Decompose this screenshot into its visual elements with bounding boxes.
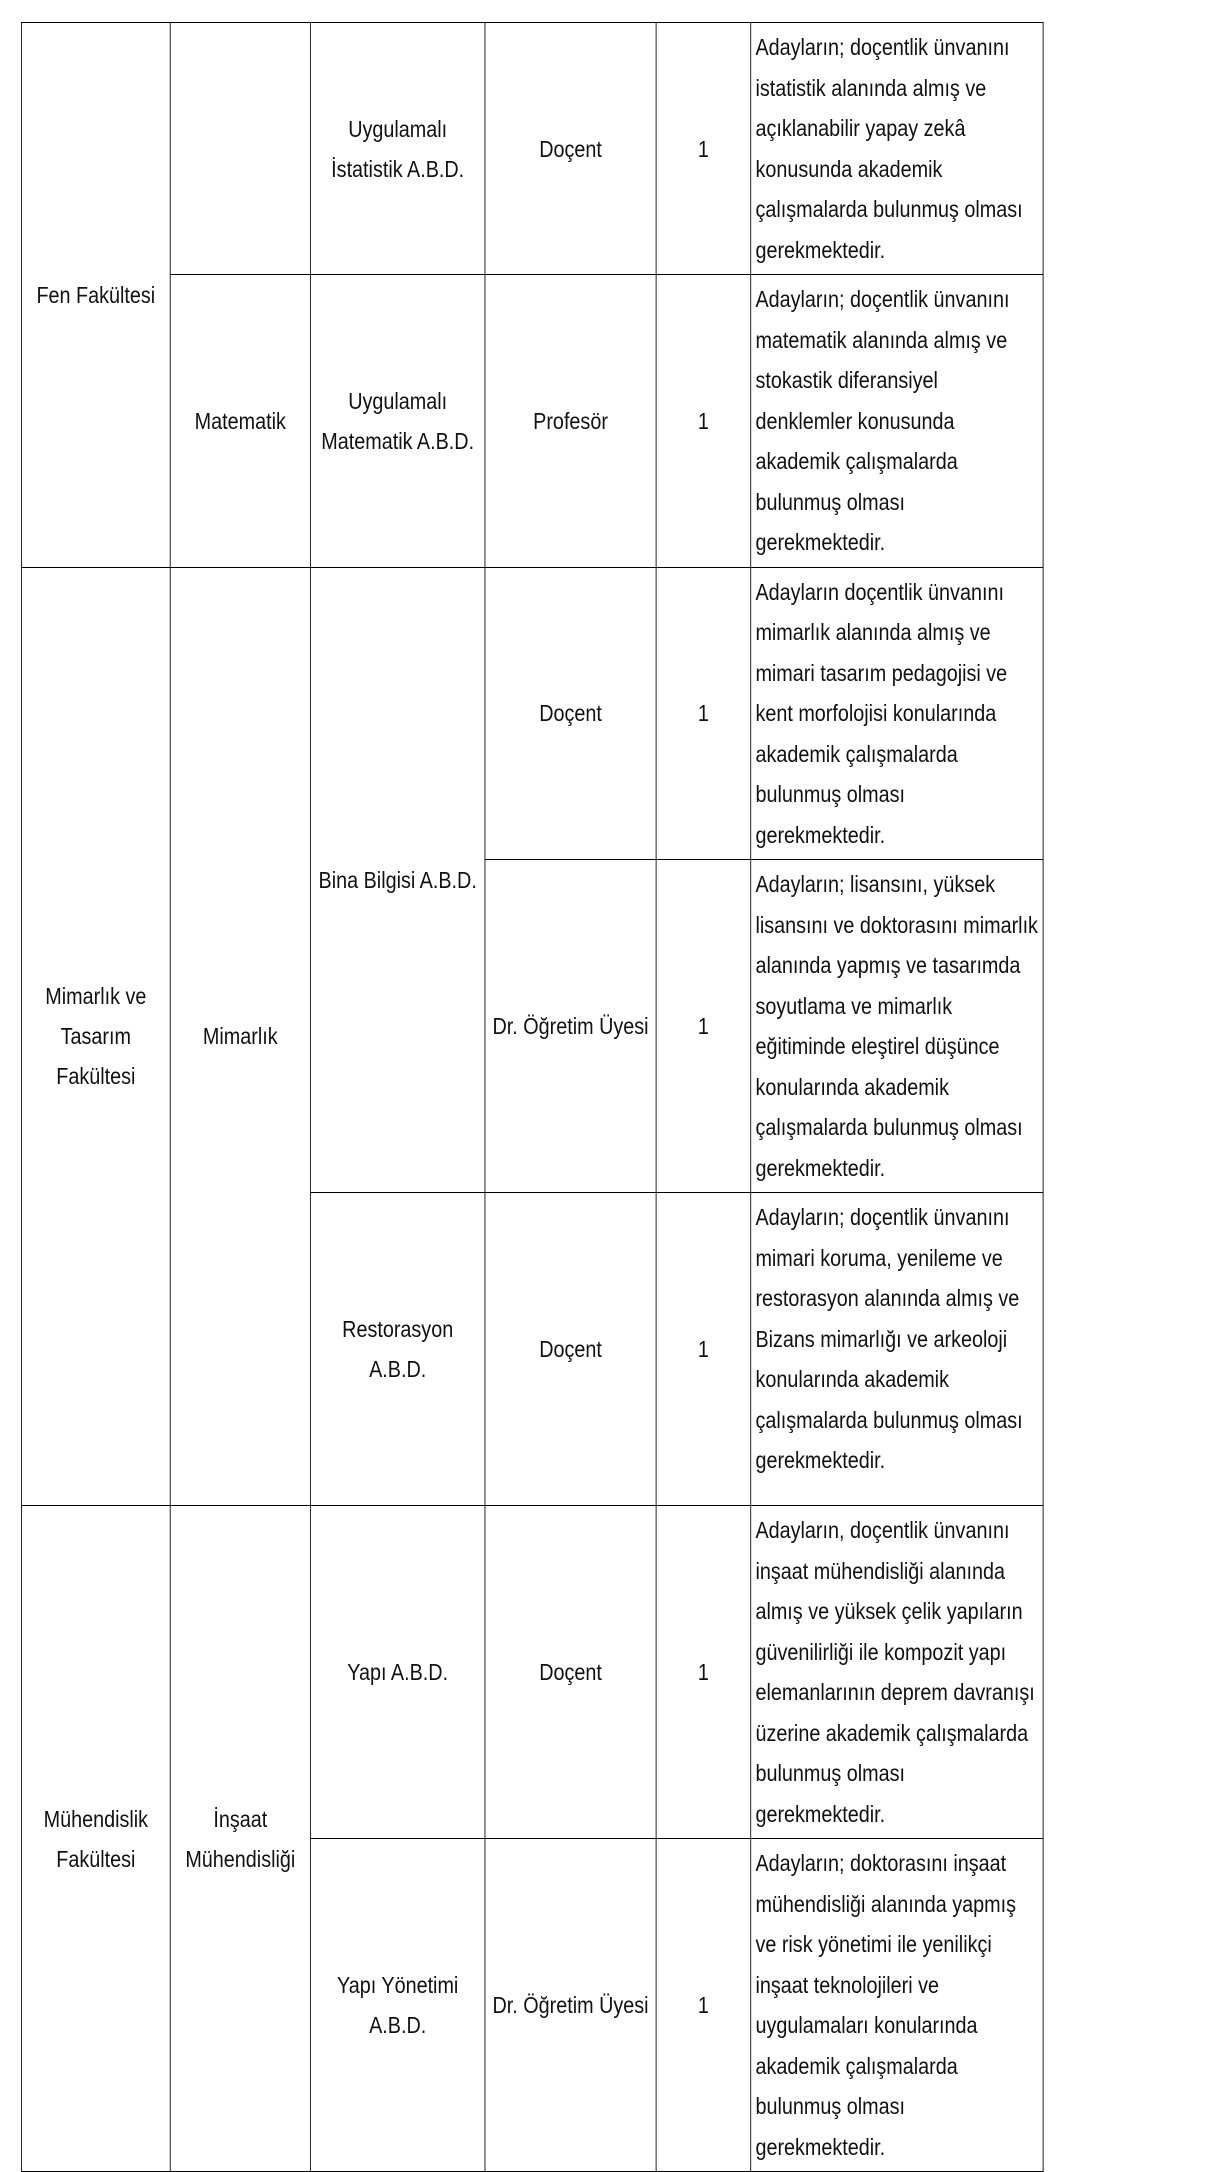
requirement-cell — [751, 1839, 1043, 2172]
abd-name: Uygulamalı Matematik A.B.D. — [321, 387, 475, 454]
abd-cell — [310, 567, 485, 1193]
abd-name: Yapı Yönetimi A.B.D. — [337, 1972, 459, 2038]
department-cell — [170, 1506, 310, 2172]
department-cell — [170, 275, 310, 568]
position-count: 1 — [697, 135, 709, 162]
title-cell — [485, 275, 656, 568]
count-cell — [656, 1193, 751, 1506]
requirement-text: Adayların; doçentlik ünvanını istatistik alanında almış ve açıklanabilir yapay zekâ konusunda akademik çalışmalarda bulunmuş olması gerekmektedir. — [755, 34, 1023, 263]
requirement-cell — [751, 567, 1043, 860]
requirement-text: Adayların, doçentlik ünvanını inşaat mühendisliği alanında almış ve yüksek çelik yapıların güvenilirliği ile kompozit yapı elemanlarının deprem davranışı üzerine akademik çalışmalarda bulunmuş olması gerekmektedir. — [755, 1517, 1035, 1827]
department-name: İnşaat Mühendisliği — [185, 1805, 296, 1872]
abd-cell — [310, 275, 485, 568]
requirement-cell — [751, 1193, 1043, 1506]
abd-name: Uygulamalı İstatistik A.B.D. — [331, 115, 465, 182]
faculty-name: Mühendislik Fakültesi — [43, 1805, 149, 1872]
abd-cell — [310, 1506, 485, 1839]
position-count: 1 — [697, 407, 709, 434]
requirement-text: Adayların; doçentlik ünvanını matematik alanında almış ve stokastik diferansiyel denklemler konusunda akademik çalışmalarda bulunmuş olması gerekmektedir. — [755, 286, 1010, 555]
position-title: Dr. Öğretim Üyesi — [492, 1992, 649, 2018]
position-title: Profesör — [533, 407, 608, 434]
requirement-cell — [751, 23, 1043, 275]
requirement-cell — [751, 1506, 1043, 1839]
abd-name: Restorasyon A.B.D. — [342, 1316, 454, 1382]
title-cell — [485, 860, 656, 1193]
department-cell — [170, 23, 310, 275]
requirement-text: Adayların; doktorasını inşaat mühendisliği alanında yapmış ve risk yönetimi ile yenilikçi inşaat teknolojileri ve uygulamaları konularında akademik çalışmalarda bulunmuş olması gerekmektedir. — [755, 1850, 1017, 2160]
count-cell — [656, 1506, 751, 1839]
table-row — [21, 275, 1043, 568]
table-row — [21, 567, 1043, 860]
count-cell — [656, 567, 751, 860]
abd-name: Yapı A.B.D. — [347, 1659, 449, 1685]
position-title: Doçent — [539, 700, 602, 727]
faculty-position-table — [21, 22, 1044, 2172]
department-name: Mimarlık — [202, 1023, 278, 1050]
table-row — [21, 1506, 1043, 1839]
department-name: Matematik — [194, 407, 286, 434]
department-cell — [170, 567, 310, 1506]
title-cell — [485, 23, 656, 275]
title-cell — [485, 1839, 656, 2172]
position-title: Doçent — [539, 135, 602, 162]
position-count: 1 — [697, 700, 709, 727]
abd-cell — [310, 23, 485, 275]
faculty-cell — [21, 23, 170, 568]
position-count: 1 — [697, 1013, 709, 1039]
title-cell — [485, 1506, 656, 1839]
count-cell — [656, 275, 751, 568]
position-title: Doçent — [539, 1336, 602, 1362]
faculty-name: Fen Fakültesi — [36, 281, 156, 308]
position-count: 1 — [697, 1659, 709, 1685]
faculty-cell — [21, 1506, 170, 2172]
requirement-text: Adayların; doçentlik ünvanını mimari koruma, yenileme ve restorasyon alanında almış ve Bizans mimarlığı ve arkeoloji konularında akademik çalışmalarda bulunmuş olması gerekmektedir. — [755, 1204, 1023, 1473]
requirement-text: Adayların; lisansını, yüksek lisansını ve doktorasını mimarlık alanında yapmış ve tasarımda soyutlama ve mimarlık eğitiminde eleştirel düşünce konularında akademik çalışmalarda bulunmuş olması gerekmektedir. — [755, 871, 1038, 1181]
requirement-cell — [751, 275, 1043, 568]
position-count: 1 — [697, 1992, 709, 2018]
count-cell — [656, 23, 751, 275]
position-title: Doçent — [539, 1659, 602, 1685]
faculty-name: Mimarlık ve Tasarım Fakültesi — [45, 983, 147, 1090]
position-title: Dr. Öğretim Üyesi — [492, 1013, 649, 1039]
requirement-cell — [751, 860, 1043, 1193]
abd-name: Bina Bilgisi A.B.D. — [318, 866, 477, 893]
count-cell — [656, 860, 751, 1193]
count-cell — [656, 1839, 751, 2172]
faculty-cell — [21, 567, 170, 1506]
title-cell — [485, 1193, 656, 1506]
position-count: 1 — [697, 1336, 709, 1362]
requirement-text: Adayların doçentlik ünvanını mimarlık alanında almış ve mimari tasarım pedagojisi ve kent morfolojisi konularında akademik çalışmalarda bulunmuş olması gerekmektedir. — [755, 578, 1008, 848]
title-cell — [485, 567, 656, 860]
abd-cell — [310, 1839, 485, 2172]
table-row — [21, 23, 1043, 275]
abd-cell — [310, 1193, 485, 1506]
